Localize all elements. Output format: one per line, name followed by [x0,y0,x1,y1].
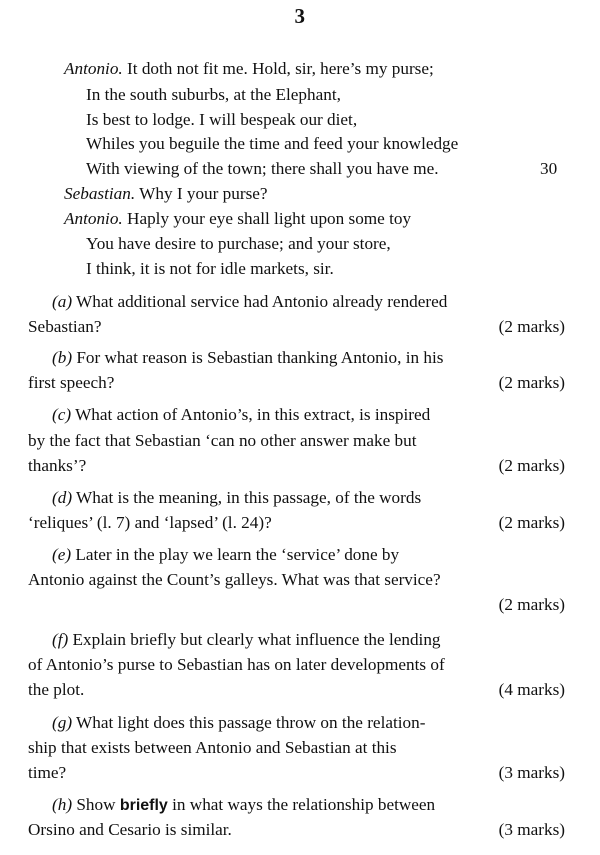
marks-label: (2 marks) [498,317,565,336]
question-text: Later in the play we learn the ‘service’ done by [71,545,400,564]
verse-text: Haply your eye shall light upon some toy [122,209,412,228]
extract-line: Is best to lodge. I will bespeak our diet, [86,110,358,129]
extract-line: You have desire to purchase; and your store, [86,234,391,253]
question-h [52,794,435,817]
speaker-name: Sebastian. [64,184,136,203]
question-label: (c) [52,405,72,424]
question-label: (h) [52,795,73,814]
question-text: thanks’? [28,456,87,475]
verse-text: It doth not fit me. Hold, sir, here’s my purse; [122,59,434,78]
question-text: first speech? [28,373,115,392]
speaker-name: Antonio. [64,59,123,78]
marks-label: (2 marks) [498,513,565,532]
question-d [52,487,421,509]
extract-line [64,208,411,230]
question-label: (f) [52,630,69,649]
marks-label: (2 marks) [498,595,565,614]
question-text: For what reason is Sebastian thanking Antonio, in his [72,348,444,367]
marks-label: (3 marks) [498,820,565,839]
extract-line [64,58,434,80]
question-text: Sebastian? [28,317,102,336]
question-text: What additional service had Antonio already rendered [72,292,448,311]
marks-label: (4 marks) [498,680,565,699]
marks-label: (2 marks) [498,373,565,392]
question-text: ship that exists between Antonio and Sebastian at this [28,738,397,757]
question-text: What action of Antonio’s, in this extract, is inspired [71,405,431,424]
question-text: of Antonio’s purse to Sebastian has on later developments of [28,655,445,674]
question-text: What light does this passage throw on the relation- [72,713,426,732]
question-label: (d) [52,488,73,507]
extract-line [64,183,268,205]
question-text: Show [72,795,120,814]
extract-line: In the south suburbs, at the Elephant, [86,85,341,104]
question-b [52,347,443,369]
question-label: (b) [52,348,73,367]
extract-line: I think, it is not for idle markets, sir. [86,259,334,278]
line-number: 30 [540,159,558,178]
emphasis-text: briefly [119,797,168,814]
extract-line: With viewing of the town; there shall you have me. [86,159,439,178]
question-c [52,404,430,426]
question-g [52,712,425,734]
question-label: (a) [52,292,73,311]
question-text: What is the meaning, in this passage, of the words [72,488,422,507]
question-text: Antonio against the Count’s galleys. What was that service? [28,570,441,589]
question-text: the plot. [28,680,85,699]
verse-text: Why I your purse? [135,184,268,203]
question-text: ‘reliques’ (l. 7) and ‘lapsed’ (l. 24)? [28,513,272,532]
question-label: (g) [52,713,73,732]
page-number: 3 [294,4,306,28]
marks-label: (3 marks) [498,763,565,782]
question-label: (e) [52,545,72,564]
question-text: by the fact that Sebastian ‘can no other answer make but [28,431,417,450]
question-a [52,291,447,313]
question-text: Orsino and Cesario is similar. [28,820,232,839]
marks-label: (2 marks) [498,456,565,475]
question-e [52,544,399,566]
question-f [52,629,441,651]
question-text: time? [28,763,67,782]
extract-line: Whiles you beguile the time and feed your knowledge [86,134,459,153]
question-text: Explain briefly but clearly what influence the lending [68,630,441,649]
speaker-name: Antonio. [64,209,123,228]
question-text: in what ways the relationship between [167,795,436,814]
